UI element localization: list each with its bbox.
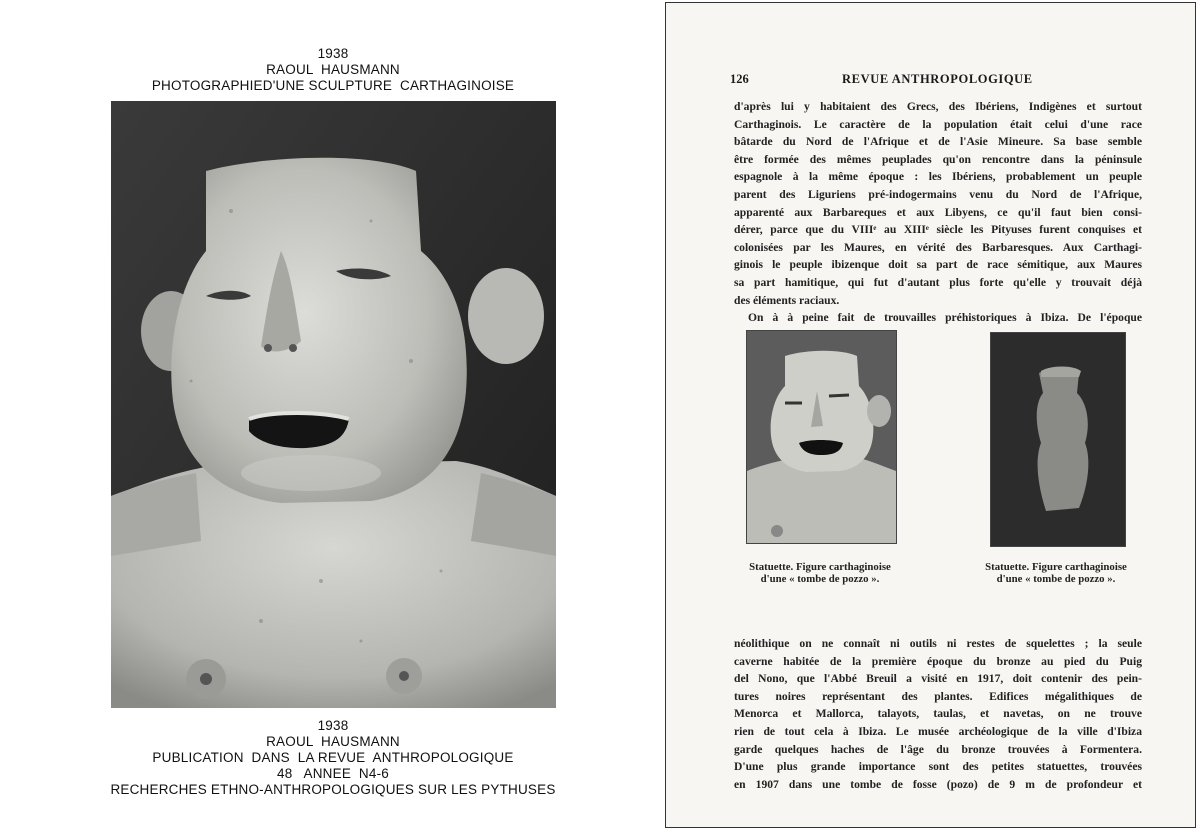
caption-line: Statuette. Figure carthaginoise bbox=[985, 561, 1127, 573]
figure-1-caption bbox=[730, 561, 910, 585]
text-line: garde quelques haches de l'âge du bronze trouvées à Formentera. bbox=[734, 742, 1142, 756]
caption-top-line: PHOTOGRAPHIED'UNE SCULPTURE CARTHAGINOISE bbox=[151, 78, 515, 93]
caption-bottom bbox=[0, 718, 666, 798]
caption-top-line: 1938 bbox=[317, 46, 349, 61]
text-line: Menorca et Mallorca, talayots, taulas, et navetas, on ne trouve bbox=[734, 707, 1142, 721]
caption-line: d'une « tombe de pozzo ». bbox=[760, 573, 880, 585]
caption-bottom-line: RECHERCHES ETHNO-ANTHROPOLOGIQUES SUR LES PYTHUSES bbox=[110, 782, 556, 797]
figure-2-caption bbox=[966, 561, 1146, 585]
body-text-top bbox=[734, 98, 1142, 327]
text-line: D'une plus grande importance sont des petites statuettes, trouvées bbox=[734, 760, 1142, 774]
figure-2-image bbox=[990, 332, 1126, 547]
text-line: en 1907 dans une tombe de fosse (pozo) de 9 m de profondeur et bbox=[734, 777, 1142, 791]
caption-bottom-line: RAOUL HAUSMANN bbox=[266, 734, 400, 749]
running-head: REVUE ANTHROPOLOGIQUE bbox=[842, 72, 1033, 86]
text-line: bâtarde du Nord de l'Afrique et de l'Asie Mineure. Sa base semble bbox=[734, 135, 1142, 149]
caption-bottom-line: 1938 bbox=[317, 718, 349, 733]
caption-line: d'une « tombe de pozzo ». bbox=[996, 573, 1116, 585]
sculpture-photo bbox=[111, 101, 556, 708]
text-line: parent des Liguriens pré-indogermains venu du Nord de l'Afrique, bbox=[734, 187, 1142, 201]
text-line: dérer, parce que du VIIIᵉ au XIIIᵉ siècle les Pityuses furent conquises et bbox=[734, 223, 1142, 237]
text-line: sa part hamitique, qui fut d'autant plus forte qu'elle y trouvait déjà bbox=[734, 275, 1142, 289]
journal-page-scan bbox=[665, 2, 1196, 828]
sculpture-photo-image bbox=[111, 101, 556, 708]
body-text-bottom bbox=[734, 635, 1142, 793]
caption-top-line: RAOUL HAUSMANN bbox=[266, 62, 400, 77]
figure-1-image bbox=[746, 330, 897, 544]
text-line: On à à peine fait de trouvailles préhistoriques à Ibiza. De l'époque bbox=[748, 311, 1142, 325]
text-line: tures noires représentant des plantes. Edifices mégalithiques de bbox=[734, 689, 1142, 703]
text-line: des éléments raciaux. bbox=[734, 293, 840, 307]
text-line: colonisées par les Maures, en vérité des Barbaresques. Aux Carthagi- bbox=[734, 240, 1142, 254]
caption-top bbox=[0, 46, 666, 94]
caption-bottom-line: PUBLICATION DANS LA REVUE ANTHROPOLOGIQUE bbox=[152, 750, 514, 765]
caption-bottom-line: 48 ANNEE N4-6 bbox=[277, 766, 389, 781]
text-line: être formée des mêmes peuplades qu'on rencontre dans la péninsule bbox=[734, 152, 1142, 166]
text-line: d'après lui y habitaient des Grecs, des Ibériens, Indigènes et surtout bbox=[734, 100, 1142, 113]
page-number: 126 bbox=[730, 72, 749, 86]
text-line: caverne habitée de la première époque du bronze au pied du Puig bbox=[734, 654, 1142, 668]
text-line: espagnole à la même époque : les Ibériens, probablement un peuple bbox=[734, 170, 1142, 184]
text-line: del Nono, que l'Abbé Breuil a visité en 1917, doit contenir des pein- bbox=[734, 672, 1142, 686]
caption-line: Statuette. Figure carthaginoise bbox=[749, 561, 891, 573]
text-line: ginois le peuple ibizenque doit sa part de race sémitique, aux Maures bbox=[734, 258, 1142, 272]
text-line: Carthaginois. Le caractère de la population était celui d'une race bbox=[734, 117, 1142, 131]
text-line: apparenté aux Barbareques et aux Libyens, ce qu'il faut bien consi- bbox=[734, 205, 1142, 219]
text-line: rien de tout cela à Ibiza. Le musée archéologique de la ville d'Ibiza bbox=[734, 724, 1142, 738]
text-line: néolithique on ne connaît ni outils ni restes de squelettes ; la seule bbox=[734, 637, 1142, 650]
